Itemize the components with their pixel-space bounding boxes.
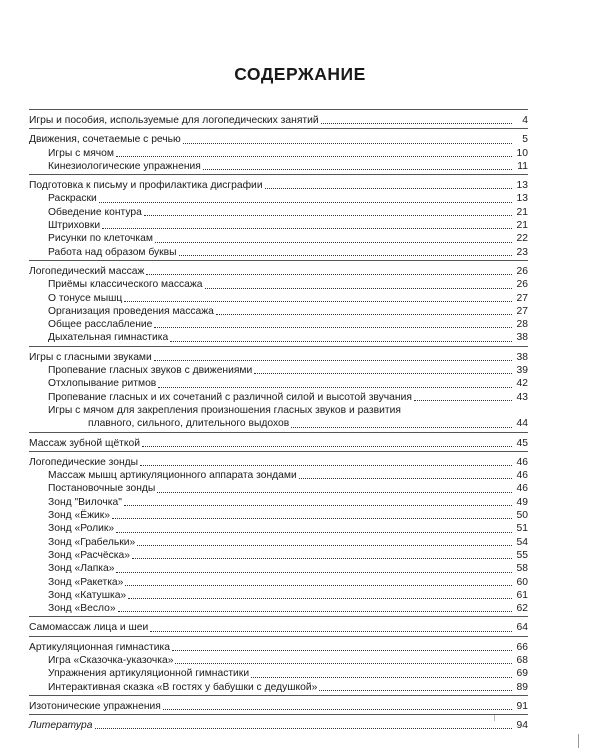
table-of-contents	[29, 108, 528, 732]
toc-page-number: 43	[516, 391, 528, 403]
toc-section	[29, 719, 528, 732]
toc-subentry[interactable]	[29, 496, 528, 509]
toc-subentry[interactable]	[29, 206, 528, 219]
toc-entry[interactable]	[29, 700, 528, 713]
toc-subentry[interactable]	[29, 160, 528, 173]
toc-entry-text: Зонд «Ёжик»	[48, 510, 110, 522]
toc-entry-text: Работа над образом буквы	[48, 246, 177, 258]
dot-leader	[154, 359, 512, 361]
toc-page-number: 58	[516, 563, 528, 575]
toc-page-number: 4	[522, 115, 528, 126]
toc-entry-text: О тонусе мышц	[48, 292, 123, 304]
toc-page-number: 66	[516, 641, 528, 653]
dot-leader	[124, 300, 512, 302]
toc-entry-text: Подготовка к письму и профилактика дисграфии	[29, 180, 263, 192]
toc-subentry[interactable]	[29, 147, 528, 160]
dot-leader	[205, 287, 513, 289]
toc-page-number: 49	[516, 496, 528, 508]
toc-page-number: 64	[516, 622, 528, 634]
toc-subentry[interactable]	[29, 549, 528, 562]
toc-entry[interactable]	[29, 133, 528, 146]
toc-subentry[interactable]	[29, 292, 528, 305]
toc-subentry[interactable]	[29, 469, 528, 482]
toc-entry-text: Массаж зубной щёткой	[29, 437, 140, 449]
toc-section	[29, 351, 528, 431]
toc-page-number: 13	[516, 180, 528, 192]
toc-page-number: 26	[516, 279, 528, 291]
toc-entry-text: Массаж мышц артикуляционного аппарата зондами	[48, 470, 297, 482]
dot-leader	[112, 517, 512, 519]
toc-entry-text: Зонд «Ролик»	[48, 523, 115, 535]
toc-page-number: 91	[516, 700, 528, 712]
dot-leader	[321, 122, 512, 124]
toc-page-number: 94	[516, 720, 528, 732]
dot-leader	[116, 531, 512, 533]
toc-entry-text: Кинезиологические упражнения	[48, 160, 201, 172]
toc-section	[29, 641, 528, 694]
section-divider	[29, 616, 528, 619]
toc-page-number: 21	[516, 220, 528, 232]
toc-page-number: 60	[516, 576, 528, 588]
toc-entry-text: Зонд «Лапка»	[48, 563, 115, 575]
toc-subentry[interactable]	[29, 232, 528, 245]
dot-leader	[216, 313, 512, 315]
section-divider	[29, 109, 528, 112]
toc-subentry[interactable]	[29, 377, 528, 390]
dot-leader	[144, 214, 512, 216]
section-divider	[29, 714, 528, 717]
toc-entry-line2	[48, 417, 528, 430]
toc-page-number: 5	[522, 134, 528, 146]
toc-entry-text: Артикуляционная гимнастика	[29, 641, 170, 653]
section-divider	[29, 695, 528, 698]
toc-entry-text: Игры и пособия, используемые для логопедических занятий	[29, 115, 319, 126]
dot-leader	[142, 445, 512, 447]
section-divider	[29, 636, 528, 639]
toc-entry-text: Дыхательная гимнастика	[48, 332, 169, 344]
toc-entry-text: Раскраски	[48, 193, 97, 205]
toc-section	[29, 114, 528, 127]
toc-section	[29, 437, 528, 450]
toc-page-number: 21	[516, 206, 528, 218]
toc-entry-text: Штриховки	[48, 220, 101, 232]
toc-entry-text: Изотонические упражнения	[29, 700, 161, 712]
toc-subentry[interactable]	[29, 482, 528, 495]
toc-page-number: 11	[517, 160, 528, 172]
toc-section	[29, 456, 528, 616]
dot-leader	[319, 689, 512, 691]
dot-leader	[116, 155, 512, 157]
dot-leader	[116, 571, 512, 573]
toc-entry-text: Пропевание гласных и их сочетаний с различной силой и высотой звучания	[48, 391, 412, 403]
toc-page-number: 42	[516, 378, 528, 390]
toc-entry[interactable]	[29, 456, 528, 469]
toc-entry[interactable]	[29, 641, 528, 654]
toc-entry-text: Самомассаж лица и шеи	[29, 622, 149, 634]
toc-entry[interactable]	[29, 719, 528, 732]
toc-page-number: 51	[516, 523, 528, 535]
toc-entry[interactable]	[29, 265, 528, 278]
dot-leader	[183, 142, 512, 144]
toc-page-number: 68	[516, 654, 528, 666]
toc-page-number: 46	[516, 483, 528, 495]
dot-leader	[203, 168, 512, 170]
toc-entry-text: Общее расслабление	[48, 319, 153, 331]
dot-leader	[251, 676, 512, 678]
dot-leader	[124, 504, 512, 506]
toc-subentry[interactable]	[29, 509, 528, 522]
toc-page-number: 27	[516, 292, 528, 304]
toc-page-number: 45	[516, 437, 528, 449]
dot-leader	[99, 201, 512, 203]
dot-leader	[150, 630, 512, 632]
toc-entry-multiline[interactable]	[29, 404, 528, 431]
scan-mark	[494, 715, 495, 721]
toc-entry-text: Игра «Сказочка-указочка»	[48, 654, 174, 666]
toc-section	[29, 621, 528, 634]
dot-leader	[128, 597, 512, 599]
toc-section	[29, 265, 528, 345]
toc-page-number: 54	[516, 536, 528, 548]
dot-leader	[137, 544, 512, 546]
toc-section	[29, 700, 528, 713]
dot-leader	[265, 187, 512, 189]
toc-entry-text: Игры с гласными звуками	[29, 351, 152, 363]
dot-leader	[158, 386, 512, 388]
toc-page-number: 26	[516, 265, 528, 277]
toc-page-number: 61	[516, 589, 528, 601]
toc-subentry[interactable]	[29, 667, 528, 680]
toc-page-number: 39	[516, 365, 528, 377]
dot-leader	[125, 584, 512, 586]
dot-leader	[163, 708, 512, 710]
toc-subentry[interactable]	[29, 192, 528, 205]
toc-entry[interactable]	[29, 179, 528, 192]
toc-entry-text: Игры с мячом	[48, 147, 114, 159]
toc-entry-text: Логопедический массаж	[29, 265, 145, 277]
toc-subentry[interactable]	[29, 364, 528, 377]
toc-entry-text: Логопедические зонды	[29, 456, 139, 468]
toc-entry-text: Зонд «Весло»	[48, 603, 116, 615]
toc-entry-text: Приёмы классического массажа	[48, 279, 203, 291]
toc-page-number: 13	[516, 193, 528, 205]
toc-page-number: 27	[516, 305, 528, 317]
section-divider	[29, 346, 528, 349]
toc-subentry[interactable]	[29, 654, 528, 667]
toc-subentry[interactable]	[29, 318, 528, 331]
dot-leader	[132, 557, 512, 559]
toc-entry-text-line1: Игры с мячом для закрепления произношения гласных звуков и развития	[48, 404, 401, 416]
toc-entry-text: Пропевание гласных звуков с движениями	[48, 365, 253, 377]
dot-leader	[291, 427, 512, 428]
toc-entry-text: Отхлопывание ритмов	[48, 378, 157, 390]
toc-entry-text: Зонд «Ракетка»	[48, 576, 124, 588]
dot-leader	[175, 662, 512, 664]
toc-page-number: 46	[516, 456, 528, 468]
dot-leader	[155, 241, 512, 243]
toc-section	[29, 133, 528, 173]
dot-leader	[95, 727, 513, 729]
toc-subentry[interactable]	[29, 246, 528, 259]
toc-entry-text: Зонд «Катушка»	[48, 589, 127, 601]
toc-entry[interactable]	[29, 114, 528, 127]
toc-entry[interactable]	[29, 437, 528, 450]
toc-page-number: 22	[516, 233, 528, 245]
toc-entry-text: Зонд «Грабельки»	[48, 536, 136, 548]
toc-page-number: 10	[516, 147, 528, 159]
toc-section	[29, 179, 528, 259]
toc-subentry[interactable]	[29, 331, 528, 344]
toc-entry-text: Организация проведения массажа	[48, 305, 214, 317]
scan-edge-mark	[578, 734, 579, 748]
toc-page-number: 69	[516, 668, 528, 680]
dot-leader	[118, 610, 512, 612]
toc-entry-text: Упражнения артикуляционной гимнастики	[48, 668, 250, 680]
toc-subentry[interactable]	[29, 278, 528, 291]
toc-page-number: 28	[516, 319, 528, 331]
page-title: СОДЕРЖАНИЕ	[234, 64, 366, 84]
toc-entry-text: Зонд «Расчёска»	[48, 549, 130, 561]
toc-entry-text: Зонд "Вилочка"	[48, 496, 122, 508]
section-divider	[29, 174, 528, 177]
toc-subentry[interactable]	[29, 589, 528, 602]
toc-entry-text: Литература	[29, 720, 93, 732]
section-divider	[29, 432, 528, 435]
dot-leader	[140, 464, 512, 466]
toc-entry[interactable]	[29, 621, 528, 634]
dot-leader	[414, 399, 512, 401]
dot-leader	[254, 372, 512, 374]
toc-subentry[interactable]	[29, 536, 528, 549]
dot-leader	[157, 491, 512, 493]
toc-page-number: 55	[516, 549, 528, 561]
toc-entry-text-line2: плавного, сильного, длительного выдохов	[88, 418, 290, 430]
toc-entry-text: Рисунки по клеточкам	[48, 233, 153, 245]
toc-entry-text: Движения, сочетаемые с речью	[29, 134, 181, 146]
toc-subentry[interactable]	[29, 305, 528, 318]
dot-leader	[154, 326, 512, 328]
toc-subentry[interactable]	[29, 562, 528, 575]
toc-page-number: 23	[516, 246, 528, 258]
toc-entry-text: Постановочные зонды	[48, 483, 156, 495]
toc-subentry[interactable]	[29, 576, 528, 589]
toc-page-number: 38	[516, 332, 528, 344]
toc-subentry[interactable]	[29, 681, 528, 694]
dot-leader	[179, 254, 512, 256]
section-divider	[29, 128, 528, 131]
toc-subentry[interactable]	[29, 219, 528, 232]
toc-page-number: 62	[516, 603, 528, 615]
dot-leader	[170, 340, 512, 342]
toc-subentry[interactable]	[29, 602, 528, 615]
section-divider	[29, 451, 528, 454]
toc-page-number: 44	[516, 418, 528, 430]
toc-entry[interactable]	[29, 351, 528, 364]
toc-entry-text: Обведение контура	[48, 206, 142, 218]
toc-subentry[interactable]	[29, 391, 528, 404]
dot-leader	[299, 477, 512, 479]
toc-page-number: 50	[516, 510, 528, 522]
dot-leader	[172, 649, 512, 651]
toc-page-number: 89	[516, 681, 528, 693]
section-divider	[29, 260, 528, 263]
toc-page-number: 46	[516, 470, 528, 482]
toc-entry-text: Интерактивная сказка «В гостях у бабушки с дедушкой»	[48, 681, 318, 693]
toc-subentry[interactable]	[29, 522, 528, 535]
dot-leader	[102, 227, 512, 229]
dot-leader	[146, 273, 512, 275]
toc-page-number: 38	[516, 351, 528, 363]
